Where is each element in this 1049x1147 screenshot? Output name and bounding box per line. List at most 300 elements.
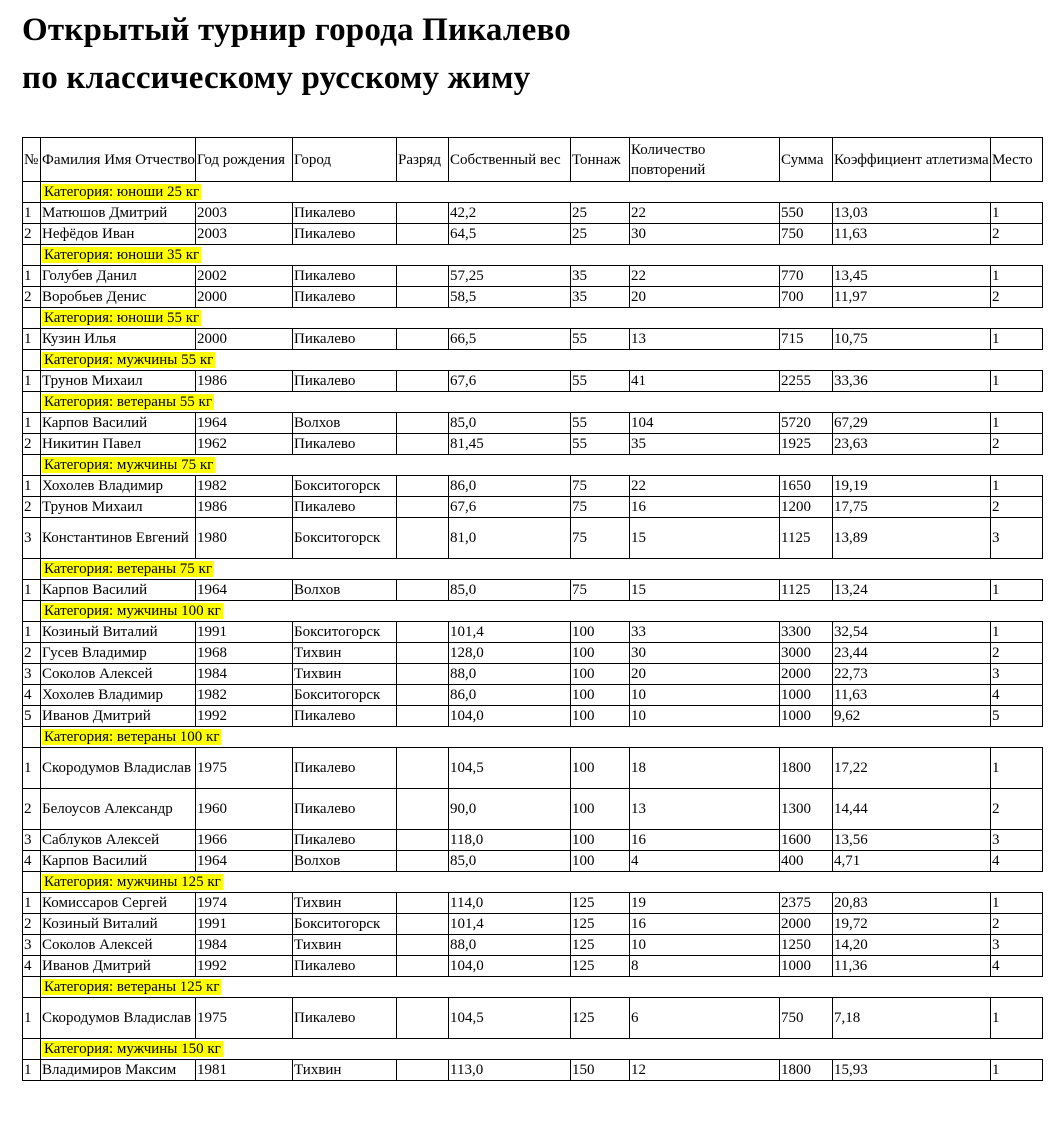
cell-reps: 104 <box>630 413 780 434</box>
cell-name: Нефёдов Иван <box>41 224 196 245</box>
page-title <box>22 6 571 102</box>
cell-coefficient: 4,71 <box>833 851 991 872</box>
cell-place: 1 <box>991 622 1043 643</box>
cell-number: 2 <box>23 224 41 245</box>
cell-reps: 16 <box>630 497 780 518</box>
cell-body-weight: 85,0 <box>449 851 571 872</box>
cell-rank <box>397 830 449 851</box>
cell-birth-year: 1982 <box>196 476 293 497</box>
table-row <box>23 497 1043 518</box>
col-header-sum: Сумма <box>780 138 833 182</box>
cell-tonnage: 55 <box>571 371 630 392</box>
cell-coefficient: 15,93 <box>833 1060 991 1081</box>
col-header-reps: Количество повторений <box>630 138 780 182</box>
table-row <box>23 413 1043 434</box>
cell-rank <box>397 371 449 392</box>
cell-rank <box>397 518 449 559</box>
cell-reps: 16 <box>630 830 780 851</box>
cell-rank <box>397 685 449 706</box>
cell-number: 3 <box>23 935 41 956</box>
cell-birth-year: 1980 <box>196 518 293 559</box>
table-row <box>23 893 1043 914</box>
cell-rank <box>397 203 449 224</box>
cell-coefficient: 33,36 <box>833 371 991 392</box>
table-row <box>23 789 1043 830</box>
cell-birth-year: 1974 <box>196 893 293 914</box>
cell-birth-year: 2000 <box>196 329 293 350</box>
cell-sum: 1000 <box>780 956 833 977</box>
cell-place: 2 <box>991 287 1043 308</box>
cell-city: Пикалево <box>293 789 397 830</box>
cell-birth-year: 1986 <box>196 371 293 392</box>
cell-city: Пикалево <box>293 956 397 977</box>
cell-coefficient: 17,22 <box>833 748 991 789</box>
cell-name: Воробьев Денис <box>41 287 196 308</box>
col-header-city: Город <box>293 138 397 182</box>
cell-body-weight: 104,5 <box>449 998 571 1039</box>
cell-city: Тихвин <box>293 935 397 956</box>
category-row <box>23 350 1043 371</box>
header-row <box>23 138 1043 182</box>
cell-name: Комиссаров Сергей <box>41 893 196 914</box>
cell-city: Тихвин <box>293 893 397 914</box>
cell-birth-year: 1960 <box>196 789 293 830</box>
table-row <box>23 434 1043 455</box>
cell-rank <box>397 580 449 601</box>
cell-name: Скородумов Владислав <box>41 748 196 789</box>
cell-birth-year: 1964 <box>196 851 293 872</box>
cell-city: Пикалево <box>293 329 397 350</box>
table-row <box>23 266 1043 287</box>
cell-number: 5 <box>23 706 41 727</box>
cell-coefficient: 11,63 <box>833 224 991 245</box>
cell-sum: 1125 <box>780 580 833 601</box>
col-header-number: № <box>23 138 41 182</box>
cell-name: Кузин Илья <box>41 329 196 350</box>
cell-reps: 10 <box>630 935 780 956</box>
cell-coefficient: 11,36 <box>833 956 991 977</box>
cell-place: 3 <box>991 518 1043 559</box>
table-row <box>23 998 1043 1039</box>
cell-birth-year: 2000 <box>196 287 293 308</box>
cell-birth-year: 1992 <box>196 706 293 727</box>
cell-body-weight: 42,2 <box>449 203 571 224</box>
cell-birth-year: 1984 <box>196 664 293 685</box>
cell-reps: 35 <box>630 434 780 455</box>
cell-number: 2 <box>23 287 41 308</box>
cell-tonnage: 125 <box>571 935 630 956</box>
cell-rank <box>397 789 449 830</box>
cell-tonnage: 25 <box>571 224 630 245</box>
category-cell <box>41 182 1043 203</box>
cell-city: Волхов <box>293 413 397 434</box>
cell-tonnage: 75 <box>571 518 630 559</box>
cell-coefficient: 13,56 <box>833 830 991 851</box>
category-row <box>23 245 1043 266</box>
cell-name: Соколов Алексей <box>41 935 196 956</box>
cell-city: Пикалево <box>293 224 397 245</box>
col-header-place: Место <box>991 138 1043 182</box>
cell-rank <box>397 224 449 245</box>
cell-rank <box>397 287 449 308</box>
cell-number: 1 <box>23 203 41 224</box>
cell-body-weight: 66,5 <box>449 329 571 350</box>
cell-rank <box>397 998 449 1039</box>
cell-sum: 2000 <box>780 664 833 685</box>
category-spacer-cell <box>23 559 41 580</box>
category-row <box>23 1039 1043 1060</box>
cell-sum: 2000 <box>780 914 833 935</box>
cell-name: Иванов Дмитрий <box>41 956 196 977</box>
category-label: Категория: ветераны 100 кг <box>44 728 220 745</box>
cell-name: Гусев Владимир <box>41 643 196 664</box>
cell-rank <box>397 434 449 455</box>
cell-reps: 33 <box>630 622 780 643</box>
cell-coefficient: 13,24 <box>833 580 991 601</box>
cell-sum: 2375 <box>780 893 833 914</box>
table-row <box>23 203 1043 224</box>
cell-place: 1 <box>991 748 1043 789</box>
cell-sum: 1800 <box>780 748 833 789</box>
cell-name: Козиный Виталий <box>41 914 196 935</box>
cell-number: 3 <box>23 830 41 851</box>
cell-reps: 22 <box>630 266 780 287</box>
cell-tonnage: 125 <box>571 998 630 1039</box>
cell-place: 1 <box>991 476 1043 497</box>
cell-sum: 400 <box>780 851 833 872</box>
cell-number: 1 <box>23 580 41 601</box>
cell-body-weight: 101,4 <box>449 914 571 935</box>
cell-tonnage: 55 <box>571 413 630 434</box>
table-row <box>23 643 1043 664</box>
cell-reps: 41 <box>630 371 780 392</box>
cell-rank <box>397 706 449 727</box>
category-label: Категория: юноши 55 кг <box>44 309 200 326</box>
cell-city: Бокситогорск <box>293 518 397 559</box>
cell-body-weight: 85,0 <box>449 580 571 601</box>
cell-number: 2 <box>23 497 41 518</box>
table-row <box>23 706 1043 727</box>
cell-sum: 770 <box>780 266 833 287</box>
cell-number: 4 <box>23 685 41 706</box>
cell-city: Пикалево <box>293 497 397 518</box>
cell-place: 2 <box>991 434 1043 455</box>
table-row <box>23 518 1043 559</box>
cell-city: Тихвин <box>293 643 397 664</box>
table-row <box>23 1060 1043 1081</box>
cell-number: 3 <box>23 664 41 685</box>
cell-tonnage: 125 <box>571 893 630 914</box>
cell-sum: 1000 <box>780 685 833 706</box>
cell-coefficient: 22,73 <box>833 664 991 685</box>
results-table <box>22 137 1043 1081</box>
col-header-coefficient: Коэффициент атлетизма <box>833 138 991 182</box>
cell-city: Пикалево <box>293 371 397 392</box>
cell-reps: 10 <box>630 706 780 727</box>
cell-coefficient: 9,62 <box>833 706 991 727</box>
category-label: Категория: ветераны 125 кг <box>44 978 220 995</box>
cell-birth-year: 1975 <box>196 998 293 1039</box>
results-body <box>23 182 1043 1081</box>
cell-name: Карпов Василий <box>41 413 196 434</box>
cell-coefficient: 19,19 <box>833 476 991 497</box>
cell-reps: 20 <box>630 664 780 685</box>
cell-tonnage: 35 <box>571 287 630 308</box>
col-header-tonnage: Тоннаж <box>571 138 630 182</box>
category-cell <box>41 455 1043 476</box>
cell-number: 1 <box>23 371 41 392</box>
cell-reps: 13 <box>630 789 780 830</box>
cell-tonnage: 100 <box>571 643 630 664</box>
cell-sum: 1125 <box>780 518 833 559</box>
cell-number: 4 <box>23 956 41 977</box>
col-header-birth-year: Год рождения <box>196 138 293 182</box>
category-cell <box>41 1039 1043 1060</box>
cell-rank <box>397 914 449 935</box>
cell-tonnage: 100 <box>571 748 630 789</box>
category-label: Категория: мужчины 150 кг <box>44 1040 221 1057</box>
cell-coefficient: 13,03 <box>833 203 991 224</box>
cell-rank <box>397 643 449 664</box>
cell-sum: 2255 <box>780 371 833 392</box>
cell-sum: 750 <box>780 998 833 1039</box>
category-spacer-cell <box>23 350 41 371</box>
cell-city: Пикалево <box>293 706 397 727</box>
category-spacer-cell <box>23 1039 41 1060</box>
cell-rank <box>397 664 449 685</box>
cell-place: 2 <box>991 497 1043 518</box>
cell-reps: 16 <box>630 914 780 935</box>
category-label: Категория: мужчины 125 кг <box>44 873 221 890</box>
table-row <box>23 685 1043 706</box>
col-header-name: Фамилия Имя Отчество <box>41 138 196 182</box>
cell-place: 2 <box>991 789 1043 830</box>
cell-sum: 1200 <box>780 497 833 518</box>
cell-body-weight: 85,0 <box>449 413 571 434</box>
table-row <box>23 287 1043 308</box>
cell-birth-year: 1962 <box>196 434 293 455</box>
cell-name: Константинов Евгений <box>41 518 196 559</box>
table-row <box>23 329 1043 350</box>
cell-tonnage: 125 <box>571 956 630 977</box>
cell-rank <box>397 622 449 643</box>
cell-birth-year: 1968 <box>196 643 293 664</box>
cell-city: Бокситогорск <box>293 622 397 643</box>
cell-city: Бокситогорск <box>293 476 397 497</box>
cell-tonnage: 100 <box>571 789 630 830</box>
category-row <box>23 872 1043 893</box>
cell-reps: 12 <box>630 1060 780 1081</box>
cell-number: 1 <box>23 893 41 914</box>
cell-number: 1 <box>23 266 41 287</box>
cell-coefficient: 14,44 <box>833 789 991 830</box>
cell-tonnage: 100 <box>571 622 630 643</box>
cell-name: Карпов Василий <box>41 580 196 601</box>
cell-rank <box>397 893 449 914</box>
cell-place: 4 <box>991 956 1043 977</box>
cell-name: Хохолев Владимир <box>41 685 196 706</box>
cell-city: Пикалево <box>293 748 397 789</box>
cell-body-weight: 101,4 <box>449 622 571 643</box>
cell-coefficient: 20,83 <box>833 893 991 914</box>
category-row <box>23 182 1043 203</box>
cell-birth-year: 2002 <box>196 266 293 287</box>
cell-number: 4 <box>23 851 41 872</box>
cell-city: Пикалево <box>293 203 397 224</box>
cell-sum: 550 <box>780 203 833 224</box>
cell-tonnage: 25 <box>571 203 630 224</box>
cell-name: Трунов Михаил <box>41 497 196 518</box>
cell-number: 2 <box>23 789 41 830</box>
cell-place: 1 <box>991 1060 1043 1081</box>
category-spacer-cell <box>23 182 41 203</box>
cell-rank <box>397 329 449 350</box>
title-line-2: по классическому русскому жиму <box>22 60 531 96</box>
cell-tonnage: 100 <box>571 830 630 851</box>
cell-city: Пикалево <box>293 266 397 287</box>
cell-city: Волхов <box>293 580 397 601</box>
cell-reps: 8 <box>630 956 780 977</box>
category-label: Категория: ветераны 75 кг <box>44 560 212 577</box>
category-cell <box>41 872 1043 893</box>
category-spacer-cell <box>23 245 41 266</box>
cell-reps: 22 <box>630 203 780 224</box>
cell-name: Козиный Виталий <box>41 622 196 643</box>
category-cell <box>41 601 1043 622</box>
cell-body-weight: 86,0 <box>449 685 571 706</box>
category-row <box>23 601 1043 622</box>
category-spacer-cell <box>23 872 41 893</box>
cell-tonnage: 55 <box>571 434 630 455</box>
cell-reps: 19 <box>630 893 780 914</box>
cell-name: Никитин Павел <box>41 434 196 455</box>
cell-place: 1 <box>991 580 1043 601</box>
cell-place: 1 <box>991 998 1043 1039</box>
category-spacer-cell <box>23 977 41 998</box>
cell-name: Соколов Алексей <box>41 664 196 685</box>
cell-reps: 13 <box>630 329 780 350</box>
cell-number: 1 <box>23 998 41 1039</box>
cell-birth-year: 1984 <box>196 935 293 956</box>
cell-place: 4 <box>991 851 1043 872</box>
col-header-rank: Разряд <box>397 138 449 182</box>
cell-birth-year: 1981 <box>196 1060 293 1081</box>
cell-body-weight: 104,0 <box>449 706 571 727</box>
category-cell <box>41 392 1043 413</box>
cell-coefficient: 11,63 <box>833 685 991 706</box>
cell-body-weight: 64,5 <box>449 224 571 245</box>
cell-body-weight: 67,6 <box>449 371 571 392</box>
cell-city: Пикалево <box>293 830 397 851</box>
cell-sum: 1600 <box>780 830 833 851</box>
cell-number: 2 <box>23 643 41 664</box>
cell-city: Волхов <box>293 851 397 872</box>
cell-place: 3 <box>991 935 1043 956</box>
cell-number: 1 <box>23 1060 41 1081</box>
cell-rank <box>397 935 449 956</box>
cell-place: 2 <box>991 914 1043 935</box>
cell-name: Матюшов Дмитрий <box>41 203 196 224</box>
cell-number: 1 <box>23 413 41 434</box>
cell-body-weight: 67,6 <box>449 497 571 518</box>
cell-place: 2 <box>991 224 1043 245</box>
cell-tonnage: 55 <box>571 329 630 350</box>
cell-name: Карпов Василий <box>41 851 196 872</box>
cell-body-weight: 57,25 <box>449 266 571 287</box>
table-row <box>23 371 1043 392</box>
category-cell <box>41 559 1043 580</box>
cell-rank <box>397 748 449 789</box>
cell-sum: 1800 <box>780 1060 833 1081</box>
cell-number: 2 <box>23 914 41 935</box>
cell-reps: 30 <box>630 224 780 245</box>
category-label: Категория: ветераны 55 кг <box>44 393 212 410</box>
category-row <box>23 392 1043 413</box>
cell-birth-year: 1975 <box>196 748 293 789</box>
cell-coefficient: 67,29 <box>833 413 991 434</box>
table-row <box>23 580 1043 601</box>
cell-rank <box>397 497 449 518</box>
cell-city: Тихвин <box>293 1060 397 1081</box>
cell-coefficient: 17,75 <box>833 497 991 518</box>
table-row <box>23 476 1043 497</box>
cell-place: 1 <box>991 371 1043 392</box>
cell-reps: 18 <box>630 748 780 789</box>
cell-place: 1 <box>991 413 1043 434</box>
cell-tonnage: 100 <box>571 706 630 727</box>
cell-name: Иванов Дмитрий <box>41 706 196 727</box>
cell-name: Белоусов Александр <box>41 789 196 830</box>
table-row <box>23 935 1043 956</box>
cell-tonnage: 100 <box>571 685 630 706</box>
cell-number: 1 <box>23 476 41 497</box>
category-label: Категория: юноши 35 кг <box>44 246 200 263</box>
cell-body-weight: 90,0 <box>449 789 571 830</box>
cell-sum: 1650 <box>780 476 833 497</box>
cell-birth-year: 1966 <box>196 830 293 851</box>
cell-tonnage: 100 <box>571 851 630 872</box>
cell-body-weight: 114,0 <box>449 893 571 914</box>
cell-city: Бокситогорск <box>293 685 397 706</box>
category-cell <box>41 350 1043 371</box>
cell-place: 1 <box>991 329 1043 350</box>
category-row <box>23 308 1043 329</box>
cell-coefficient: 10,75 <box>833 329 991 350</box>
cell-birth-year: 2003 <box>196 203 293 224</box>
cell-number: 1 <box>23 622 41 643</box>
cell-rank <box>397 1060 449 1081</box>
cell-city: Пикалево <box>293 998 397 1039</box>
table-row <box>23 851 1043 872</box>
cell-coefficient: 13,89 <box>833 518 991 559</box>
cell-name: Хохолев Владимир <box>41 476 196 497</box>
cell-sum: 3300 <box>780 622 833 643</box>
category-row <box>23 559 1043 580</box>
cell-coefficient: 13,45 <box>833 266 991 287</box>
cell-sum: 5720 <box>780 413 833 434</box>
category-row <box>23 727 1043 748</box>
table-row <box>23 224 1043 245</box>
col-header-body-weight: Собственный вес <box>449 138 571 182</box>
cell-birth-year: 1982 <box>196 685 293 706</box>
cell-body-weight: 113,0 <box>449 1060 571 1081</box>
cell-coefficient: 19,72 <box>833 914 991 935</box>
cell-body-weight: 58,5 <box>449 287 571 308</box>
cell-sum: 1000 <box>780 706 833 727</box>
cell-reps: 10 <box>630 685 780 706</box>
cell-tonnage: 125 <box>571 914 630 935</box>
cell-sum: 700 <box>780 287 833 308</box>
